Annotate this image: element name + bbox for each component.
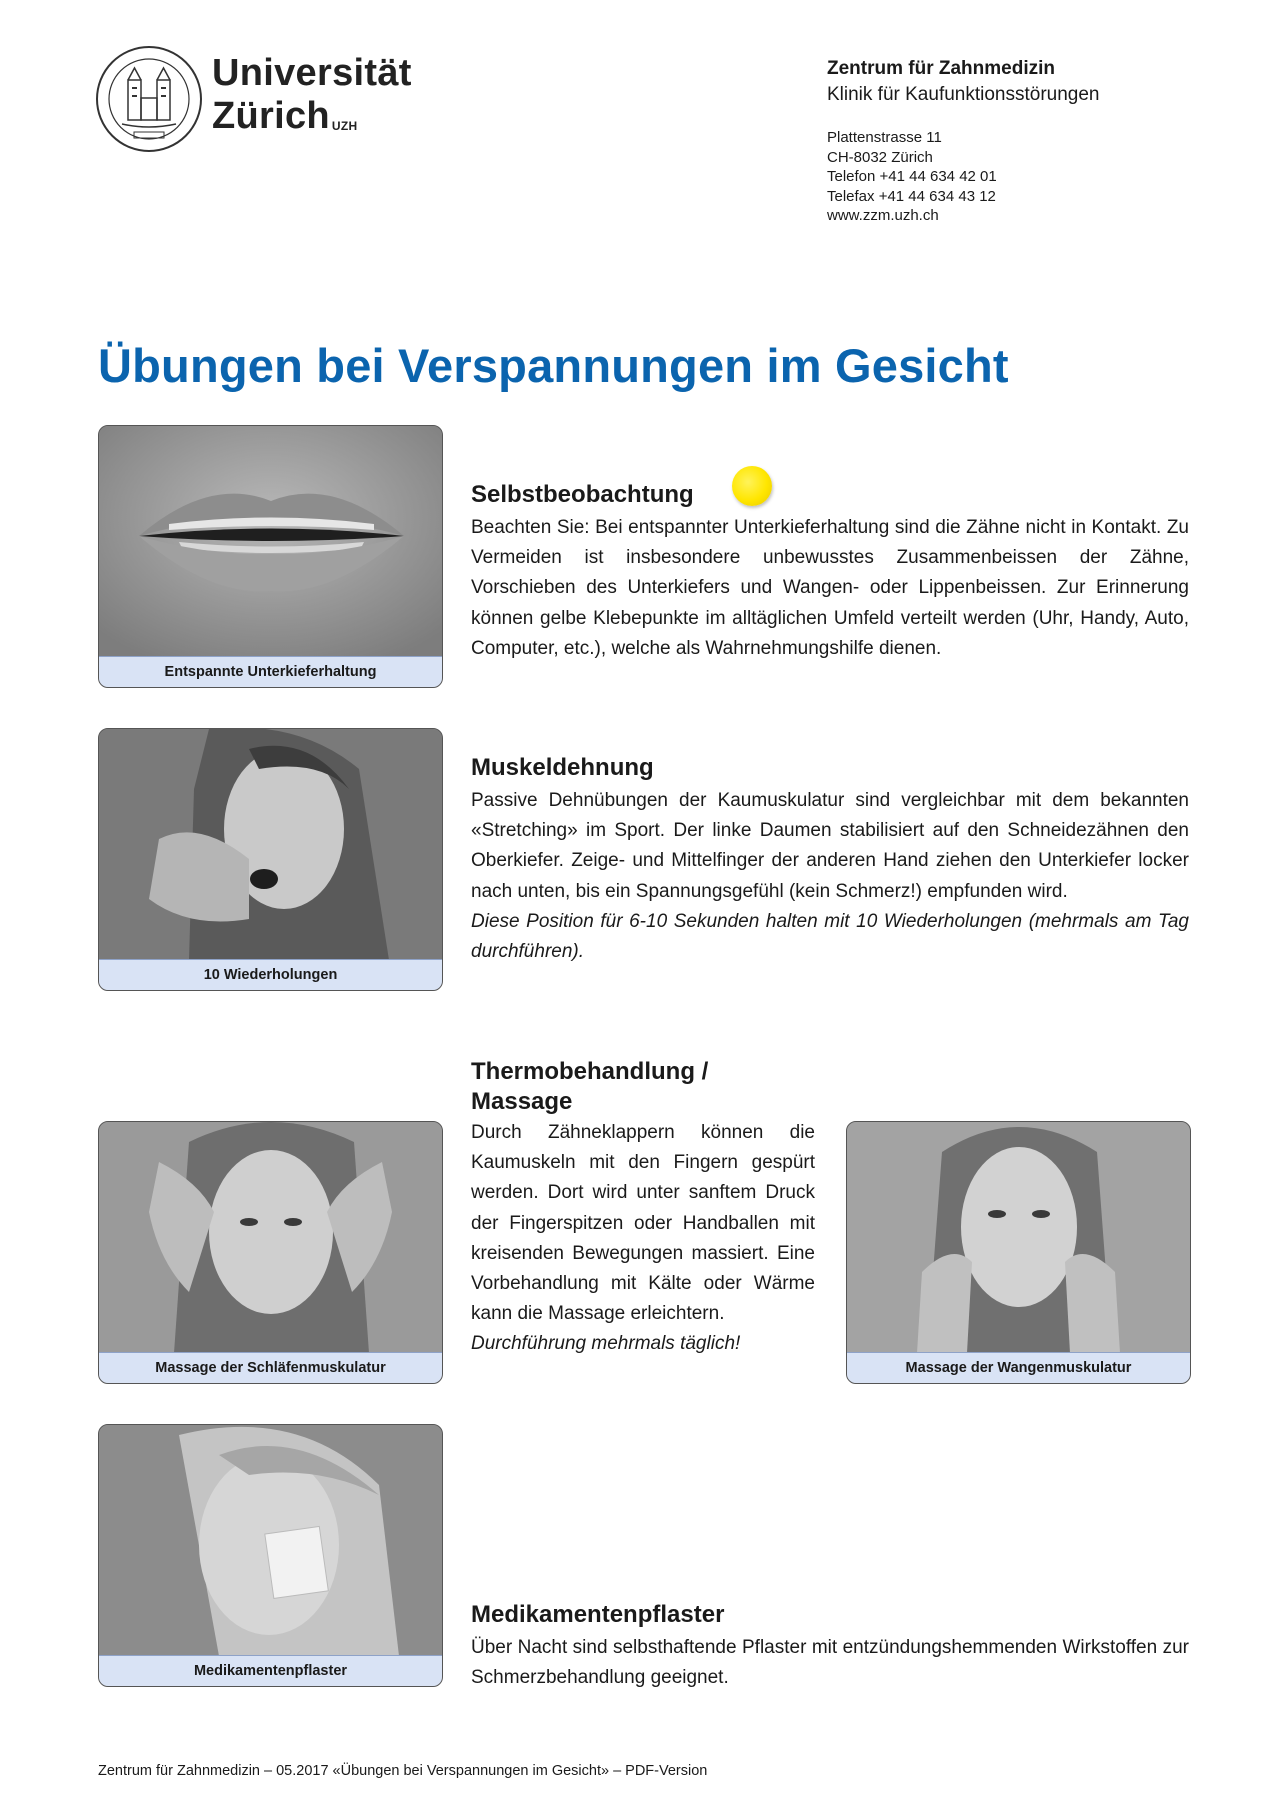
text-muskeldehnung [471,786,1189,967]
yellow-dot-sticker-icon [732,466,772,506]
clinic-name: Klinik für Kaufunktionsstörungen [827,84,1100,105]
address-city: CH-8032 Zürich [827,148,933,166]
text-thermobehandlung-body: Durch Zähneklappern können die Kaumuskeln mit den Fingern gespürt werden. Dort wird unter sanftem Druck der Fingerspitzen oder Handballen mit kreisenden Bewegungen massiert. Eine Vorbehandlung mit Kälte oder Wärme kann die Massage erleichtern. [471,1122,815,1325]
university-line2: Zürich [212,95,330,137]
address-street: Plattenstrasse 11 [827,129,942,146]
university-seal-logo [94,44,204,154]
address-block [827,128,997,226]
department-block [827,56,1100,108]
heading-muskeldehnung: Muskeldehnung [471,754,654,781]
heading-medikamentenpflaster: Medikamentenpflaster [471,1601,725,1628]
website-link[interactable]: www.zzm.uzh.ch [827,207,939,224]
caption-cheek-massage: Massage der Wangenmuskulatur [847,1352,1190,1383]
photo-card-cheek-massage [846,1121,1191,1384]
photo-card-medical-patch [98,1424,443,1687]
university-line1: Universität [212,52,412,94]
photo-cheek-massage [847,1122,1190,1353]
photo-medical-patch [99,1425,442,1656]
fax-number: Telefax +41 44 634 43 12 [827,187,996,205]
caption-temple-massage: Massage der Schläfenmuskulatur [99,1352,442,1383]
photo-temple-massage [99,1122,442,1353]
photo-card-stretching [98,728,443,991]
department-name: Zentrum für Zahnmedizin [827,58,1055,79]
photo-card-temple-massage [98,1121,443,1384]
text-medikamentenpflaster: Über Nacht sind selbsthaftende Pflaster mit entzündungshemmenden Wirkstoffen zur Schmerzbehandlung geeignet. [471,1637,1189,1689]
page-footer: Zentrum für Zahnmedizin – 05.2017 «Übungen bei Verspannungen im Gesicht» – PDF-Version [98,1763,708,1779]
university-name [212,52,412,138]
text-thermobehandlung-instruction: Durchführung mehrmals täglich! [471,1333,741,1355]
text-selbstbeobachtung: Beachten Sie: Bei entspannter Unterkieferhaltung sind die Zähne nicht in Kontakt. Zu Vermeiden ist insbesondere unbewusstes Zusammenbeissen der Zähne, Vorschieben des Unterkiefers und Wangen- oder Lippenbeissen. Zur Erinnerung können gelbe Klebepunkte im alltäglichen Umfeld verteilt werden (Uhr, Handy, Auto, Computer, etc.), welche als Wahrnehmungshilfe dienen. [471,517,1189,659]
photo-card-relaxed-jaw [98,425,443,688]
photo-stretching [99,729,442,960]
university-suffix: UZH [331,119,358,133]
heading-thermobehandlung-line2: Massage [471,1088,573,1115]
text-muskeldehnung-body: Passive Dehnübungen der Kaumuskulatur sind vergleichbar mit dem bekannten «Stretching» im Sport. Der linke Daumen stabilisiert auf den Schneidezähnen den Oberkiefer. Zeige- und Mittelfinger der anderen Hand ziehen den Unterkiefer locker nach unten, bis ein Spannungsgefühl (kein Schmerz!) empfunden wird. [471,790,1189,902]
caption-stretching: 10 Wiederholungen [99,959,442,990]
heading-thermobehandlung [471,1057,708,1117]
photo-mouth [99,426,442,657]
page-title: Übungen bei Verspannungen im Gesicht [98,339,1009,392]
caption-medical-patch: Medikamentenpflaster [99,1655,442,1686]
phone-number: Telefon +41 44 634 42 01 [827,168,997,185]
heading-selbstbeobachtung: Selbstbeobachtung [471,481,694,508]
heading-thermobehandlung-line1: Thermobehandlung / [471,1058,709,1085]
text-muskeldehnung-instruction: Diese Position für 6-10 Sekunden halten mit 10 Wiederholungen (mehrmals am Tag durchführen). [471,910,1189,963]
caption-relaxed-jaw: Entspannte Unterkieferhaltung [99,656,442,687]
text-thermobehandlung [471,1118,815,1360]
